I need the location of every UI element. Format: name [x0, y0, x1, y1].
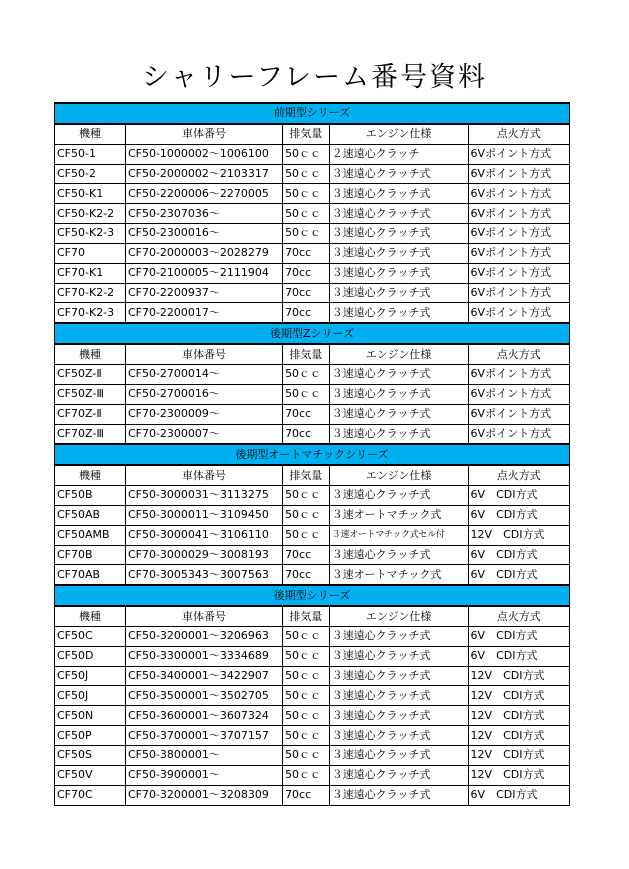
ignition-cell: 6V CDI方式 — [468, 486, 569, 506]
ignition-cell: 6Vポイント方式 — [468, 303, 569, 323]
ignition-cell: 6Vポイント方式 — [468, 404, 569, 424]
frame-number-cell: CF50-3400001～3422907 — [125, 666, 282, 686]
displacement-cell: 50ｃｃ — [283, 726, 330, 746]
frame-number-cell: CF70-2200017～ — [125, 303, 282, 323]
ignition-cell: 6Vポイント方式 — [468, 224, 569, 244]
ignition-cell: 6V CDI方式 — [468, 545, 569, 565]
table-row — [55, 364, 570, 384]
column-header: 車体番号 — [125, 465, 282, 485]
frame-number-cell: CF50-3000041～3106110 — [125, 525, 282, 545]
engine-spec-cell: ３速遠心クラッチ式 — [329, 646, 468, 666]
section-header-row — [55, 585, 570, 606]
column-header: 機種 — [55, 124, 126, 144]
table-row — [55, 424, 570, 444]
table-row — [55, 404, 570, 424]
displacement-cell: 70cc — [283, 424, 330, 444]
column-header: 機種 — [55, 465, 126, 485]
section-header-row — [55, 323, 570, 344]
frame-number-cell: CF50-2200006～2270005 — [125, 184, 282, 204]
table-row — [55, 666, 570, 686]
column-header: 点火方式 — [468, 124, 569, 144]
page-title: シャリーフレーム番号資料 — [141, 62, 488, 93]
model-cell: CF70Z-Ⅲ — [55, 424, 126, 444]
frame-number-cell: CF70-2100005～2111904 — [125, 263, 282, 283]
engine-spec-cell: ３速遠心クラッチ式 — [329, 384, 468, 404]
section-header-row — [55, 444, 570, 465]
displacement-cell: 50ｃｃ — [283, 164, 330, 184]
model-cell: CF70AB — [55, 565, 126, 585]
displacement-cell: 50ｃｃ — [283, 765, 330, 785]
engine-spec-cell: ３速遠心クラッチ式 — [329, 746, 468, 766]
displacement-cell: 50ｃｃ — [283, 184, 330, 204]
table-row — [55, 486, 570, 506]
table-row — [55, 243, 570, 263]
frame-number-cell: CF50-3300001～3334689 — [125, 646, 282, 666]
engine-spec-cell: ３速遠心クラッチ式 — [329, 666, 468, 686]
ignition-cell: 12V CDI方式 — [468, 746, 569, 766]
displacement-cell: 50ｃｃ — [283, 224, 330, 244]
table-row — [55, 565, 570, 585]
column-header: 点火方式 — [468, 344, 569, 364]
displacement-cell: 50ｃｃ — [283, 486, 330, 506]
model-cell: CF50AB — [55, 505, 126, 525]
column-header: 機種 — [55, 606, 126, 626]
frame-number-cell: CF50-3700001～3707157 — [125, 726, 282, 746]
displacement-cell: 70cc — [283, 785, 330, 805]
model-cell: CF50-K2-2 — [55, 204, 126, 224]
displacement-cell: 70cc — [283, 283, 330, 303]
ignition-cell: 6V CDI方式 — [468, 565, 569, 585]
model-cell: CF50S — [55, 746, 126, 766]
displacement-cell: 50ｃｃ — [283, 646, 330, 666]
column-header: 排気量 — [283, 124, 330, 144]
ignition-cell: 6V CDI方式 — [468, 785, 569, 805]
displacement-cell: 70cc — [283, 404, 330, 424]
model-cell: CF70C — [55, 785, 126, 805]
displacement-cell: 70cc — [283, 303, 330, 323]
table-row — [55, 204, 570, 224]
ignition-cell: 6Vポイント方式 — [468, 384, 569, 404]
model-cell: CF50-2 — [55, 164, 126, 184]
frame-number-table — [54, 102, 570, 806]
table-row — [55, 746, 570, 766]
model-cell: CF50B — [55, 486, 126, 506]
frame-number-cell: CF50-3800001～ — [125, 746, 282, 766]
frame-number-cell: CF50-3600001～3607324 — [125, 706, 282, 726]
column-header: 点火方式 — [468, 606, 569, 626]
table-row — [55, 505, 570, 525]
column-header: エンジン仕様 — [329, 344, 468, 364]
section-title: 前期型シリーズ — [55, 103, 570, 124]
model-cell: CF50C — [55, 626, 126, 646]
engine-spec-cell: ３速遠心クラッチ式 — [329, 263, 468, 283]
frame-number-cell: CF50-1000002～1006100 — [125, 144, 282, 164]
frame-number-cell: CF50-2000002～2103317 — [125, 164, 282, 184]
engine-spec-cell: ２速遠心クラッチ — [329, 144, 468, 164]
ignition-cell: 12V CDI方式 — [468, 706, 569, 726]
table-row — [55, 706, 570, 726]
model-cell: CF70-K2-3 — [55, 303, 126, 323]
column-header: エンジン仕様 — [329, 465, 468, 485]
ignition-cell: 6Vポイント方式 — [468, 424, 569, 444]
ignition-cell: 6Vポイント方式 — [468, 204, 569, 224]
table-body — [55, 103, 570, 805]
table-row — [55, 224, 570, 244]
engine-spec-cell: ３速遠心クラッチ式 — [329, 785, 468, 805]
engine-spec-cell: ３速遠心クラッチ式 — [329, 404, 468, 424]
ignition-cell: 12V CDI方式 — [468, 525, 569, 545]
column-header-row — [55, 606, 570, 626]
table-row — [55, 164, 570, 184]
frame-number-cell: CF70-3200001～3208309 — [125, 785, 282, 805]
frame-number-cell: CF70-2300009～ — [125, 404, 282, 424]
engine-spec-cell: ３速遠心クラッチ式 — [329, 164, 468, 184]
ignition-cell: 6Vポイント方式 — [468, 364, 569, 384]
engine-spec-cell: ３速遠心クラッチ式 — [329, 204, 468, 224]
engine-spec-cell: ３速遠心クラッチ式 — [329, 184, 468, 204]
column-header: 排気量 — [283, 465, 330, 485]
frame-number-cell: CF50-3200001～3206963 — [125, 626, 282, 646]
model-cell: CF50-1 — [55, 144, 126, 164]
engine-spec-cell: ３速遠心クラッチ式 — [329, 686, 468, 706]
ignition-cell: 12V CDI方式 — [468, 666, 569, 686]
displacement-cell: 70cc — [283, 565, 330, 585]
model-cell: CF70-K2-2 — [55, 283, 126, 303]
model-cell: CF50N — [55, 706, 126, 726]
displacement-cell: 70cc — [283, 243, 330, 263]
engine-spec-cell: ３速遠心クラッチ式 — [329, 243, 468, 263]
table-row — [55, 765, 570, 785]
frame-number-cell: CF50-2700014～ — [125, 364, 282, 384]
model-cell: CF50-K1 — [55, 184, 126, 204]
engine-spec-cell: ３速遠心クラッチ式 — [329, 424, 468, 444]
displacement-cell: 50ｃｃ — [283, 384, 330, 404]
model-cell: CF50P — [55, 726, 126, 746]
model-cell: CF70B — [55, 545, 126, 565]
engine-spec-cell: ３速遠心クラッチ式 — [329, 224, 468, 244]
section-title: 後期型オートマチックシリーズ — [55, 444, 570, 465]
column-header-row — [55, 465, 570, 485]
frame-number-cell: CF50-2700016～ — [125, 384, 282, 404]
displacement-cell: 50ｃｃ — [283, 144, 330, 164]
displacement-cell: 50ｃｃ — [283, 204, 330, 224]
model-cell: CF50Z-Ⅱ — [55, 364, 126, 384]
ignition-cell: 6Vポイント方式 — [468, 184, 569, 204]
column-header: エンジン仕様 — [329, 124, 468, 144]
displacement-cell: 50ｃｃ — [283, 686, 330, 706]
engine-spec-cell: ３速遠心クラッチ式 — [329, 765, 468, 785]
table-row — [55, 144, 570, 164]
ignition-cell: 6Vポイント方式 — [468, 164, 569, 184]
ignition-cell: 6V CDI方式 — [468, 646, 569, 666]
table-row — [55, 263, 570, 283]
frame-number-cell: CF70-3000029～3008193 — [125, 545, 282, 565]
ignition-cell: 6Vポイント方式 — [468, 263, 569, 283]
engine-spec-cell: ３速オートマチック式 — [329, 565, 468, 585]
column-header: 車体番号 — [125, 124, 282, 144]
frame-number-cell: CF70-2300007～ — [125, 424, 282, 444]
table-row — [55, 686, 570, 706]
displacement-cell: 50ｃｃ — [283, 746, 330, 766]
ignition-cell: 12V CDI方式 — [468, 726, 569, 746]
displacement-cell: 50ｃｃ — [283, 666, 330, 686]
frame-number-cell: CF70-3005343～3007563 — [125, 565, 282, 585]
table-row — [55, 626, 570, 646]
section-title: 後期型Zシリーズ — [55, 323, 570, 344]
displacement-cell: 50ｃｃ — [283, 706, 330, 726]
column-header: 車体番号 — [125, 606, 282, 626]
model-cell: CF50Z-Ⅲ — [55, 384, 126, 404]
table-row — [55, 283, 570, 303]
ignition-cell: 6V CDI方式 — [468, 505, 569, 525]
model-cell: CF50V — [55, 765, 126, 785]
engine-spec-cell: ３速遠心クラッチ式 — [329, 706, 468, 726]
section-title: 後期型シリーズ — [55, 585, 570, 606]
engine-spec-cell: ３速遠心クラッチ式 — [329, 283, 468, 303]
frame-number-cell: CF50-3900001～ — [125, 765, 282, 785]
frame-number-cell: CF50-2300016～ — [125, 224, 282, 244]
model-cell: CF50J — [55, 686, 126, 706]
table-row — [55, 785, 570, 805]
frame-number-cell: CF70-2200937～ — [125, 283, 282, 303]
engine-spec-cell: ３速オートマチック式 — [329, 505, 468, 525]
table-row — [55, 646, 570, 666]
ignition-cell: 12V CDI方式 — [468, 765, 569, 785]
column-header: 車体番号 — [125, 344, 282, 364]
column-header: 点火方式 — [468, 465, 569, 485]
frame-number-cell: CF50-3000011～3109450 — [125, 505, 282, 525]
model-cell: CF70-K1 — [55, 263, 126, 283]
column-header-row — [55, 344, 570, 364]
model-cell: CF50-K2-3 — [55, 224, 126, 244]
frame-number-cell: CF70-2000003～2028279 — [125, 243, 282, 263]
ignition-cell: 6Vポイント方式 — [468, 243, 569, 263]
ignition-cell: 6Vポイント方式 — [468, 283, 569, 303]
column-header: 排気量 — [283, 344, 330, 364]
table-row — [55, 184, 570, 204]
engine-spec-cell: ３速遠心クラッチ式 — [329, 486, 468, 506]
engine-spec-cell: ３速遠心クラッチ式 — [329, 364, 468, 384]
column-header: 機種 — [55, 344, 126, 364]
engine-spec-cell: ３速オートマチック式セル付 — [329, 525, 468, 545]
frame-number-cell: CF50-3500001～3502705 — [125, 686, 282, 706]
table-row — [55, 384, 570, 404]
displacement-cell: 50ｃｃ — [283, 525, 330, 545]
ignition-cell: 6Vポイント方式 — [468, 144, 569, 164]
ignition-cell: 6V CDI方式 — [468, 626, 569, 646]
engine-spec-cell: ３速遠心クラッチ式 — [329, 545, 468, 565]
model-cell: CF50D — [55, 646, 126, 666]
displacement-cell: 70cc — [283, 263, 330, 283]
column-header: 排気量 — [283, 606, 330, 626]
displacement-cell: 50ｃｃ — [283, 626, 330, 646]
frame-number-cell: CF50-3000031～3113275 — [125, 486, 282, 506]
table-row — [55, 303, 570, 323]
displacement-cell: 50ｃｃ — [283, 364, 330, 384]
model-cell: CF50J — [55, 666, 126, 686]
column-header: エンジン仕様 — [329, 606, 468, 626]
displacement-cell: 70cc — [283, 545, 330, 565]
engine-spec-cell: ３速遠心クラッチ式 — [329, 726, 468, 746]
displacement-cell: 50ｃｃ — [283, 505, 330, 525]
engine-spec-cell: ３速遠心クラッチ式 — [329, 303, 468, 323]
table-row — [55, 525, 570, 545]
section-header-row — [55, 103, 570, 124]
column-header-row — [55, 124, 570, 144]
model-cell: CF70 — [55, 243, 126, 263]
table-row — [55, 545, 570, 565]
engine-spec-cell: ３速遠心クラッチ式 — [329, 626, 468, 646]
table-row — [55, 726, 570, 746]
model-cell: CF70Z-Ⅱ — [55, 404, 126, 424]
model-cell: CF50AMB — [55, 525, 126, 545]
ignition-cell: 12V CDI方式 — [468, 686, 569, 706]
frame-number-cell: CF50-2307036～ — [125, 204, 282, 224]
